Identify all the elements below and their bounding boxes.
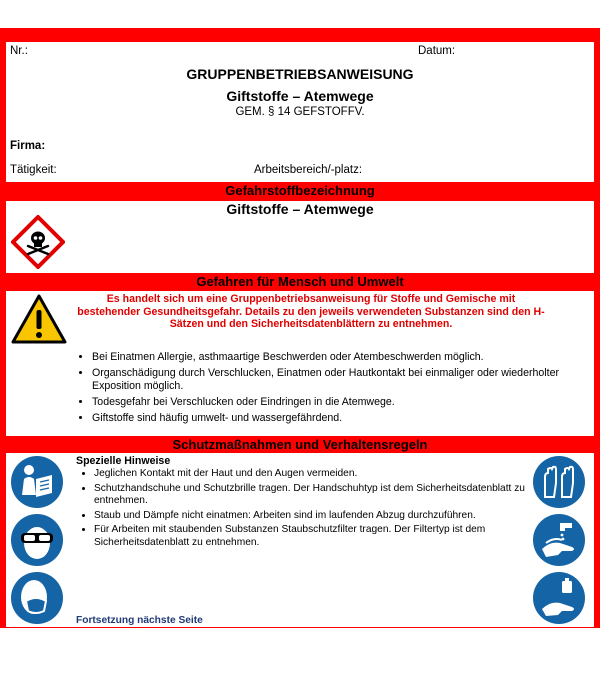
gefahrstoff-heading: Gefahrstoffbezeichnung [225, 183, 375, 198]
schutz-panel [6, 453, 594, 627]
list-item: • Todesgefahr bei Verschlucken oder Eindringen in die Atemwege. [92, 396, 562, 409]
read-manual-icon [10, 455, 64, 509]
list-item: • Giftstoffe sind häufig umwelt- und wassergefährdend. [92, 412, 562, 425]
warning-triangle-icon [10, 293, 68, 345]
list-item: • Schutzhandschuhe und Schutzbrille tragen. Der Handschuhtyp ist dem Sicherheitsdatenblatt zu entnehmen. [94, 483, 542, 508]
dust-mask-icon [10, 571, 64, 625]
hand-cream-icon [532, 571, 586, 625]
document-title: GRUPPENBETRIEBSANWEISUNG [186, 66, 414, 82]
substance-name: Giftstoffe – Atemwege [226, 201, 374, 217]
gloves-icon [532, 455, 586, 509]
group-instruction-notice: Es handelt sich um eine Gruppenbetriebsanweisung für Stoffe und Gemische mit bestehender Gesundheitsgefahr. Details zu den jeweils verwendeten Substanzen sind den H-Sätzen und den Sicherheitsdatenblättern zu entnehmen. [77, 293, 545, 330]
gefahren-panel [6, 291, 594, 436]
safety-goggles-icon [10, 513, 64, 567]
taetigkeit-label: Tätigkeit: [10, 164, 57, 176]
special-notes-heading: Spezielle Hinweise [76, 455, 171, 467]
gefahrstoff-panel [6, 201, 594, 273]
list-item: • Jeglichen Kontakt mit der Haut und den Augen vermeiden. [94, 468, 542, 481]
arbeitsbereich-label: Arbeitsbereich/-platz: [254, 164, 363, 176]
datum-label: Datum: [418, 45, 456, 57]
firma-label: Firma: [10, 140, 46, 152]
schutz-heading: Schutzmaßnahmen und Verhaltensregeln [172, 437, 428, 452]
gefahren-heading: Gefahren für Mensch und Umwelt [196, 274, 404, 289]
list-item: • Für Arbeiten mit staubenden Substanzen Staubschutzfilter tragen. Der Filtertyp ist dem Sicherheitsdatenblatt zu entnehmen. [94, 524, 542, 549]
hand-wash-icon [532, 513, 586, 567]
header-panel [6, 42, 594, 182]
protection-list [76, 468, 542, 551]
list-item: • Bei Einatmen Allergie, asthmaartige Beschwerden oder Atembeschwerden möglich. [92, 351, 562, 364]
skull-crossbones-icon [11, 215, 65, 269]
regulation-reference: GEM. § 14 GEFSTOFFV. [235, 106, 365, 118]
hazard-list [70, 351, 562, 428]
continuation-note: Fortsetzung nächste Seite [76, 615, 203, 626]
nr-label: Nr.: [10, 45, 28, 57]
document-subtitle: Giftstoffe – Atemwege [226, 88, 374, 104]
list-item: • Organschädigung durch Verschlucken, Einatmen oder Hautkontakt bei einmaliger oder wiederholter Exposition möglich. [92, 367, 562, 393]
list-item: • Staub und Dämpfe nicht einatmen: Arbeiten sind im laufenden Abzug durchzuführen. [94, 510, 542, 523]
